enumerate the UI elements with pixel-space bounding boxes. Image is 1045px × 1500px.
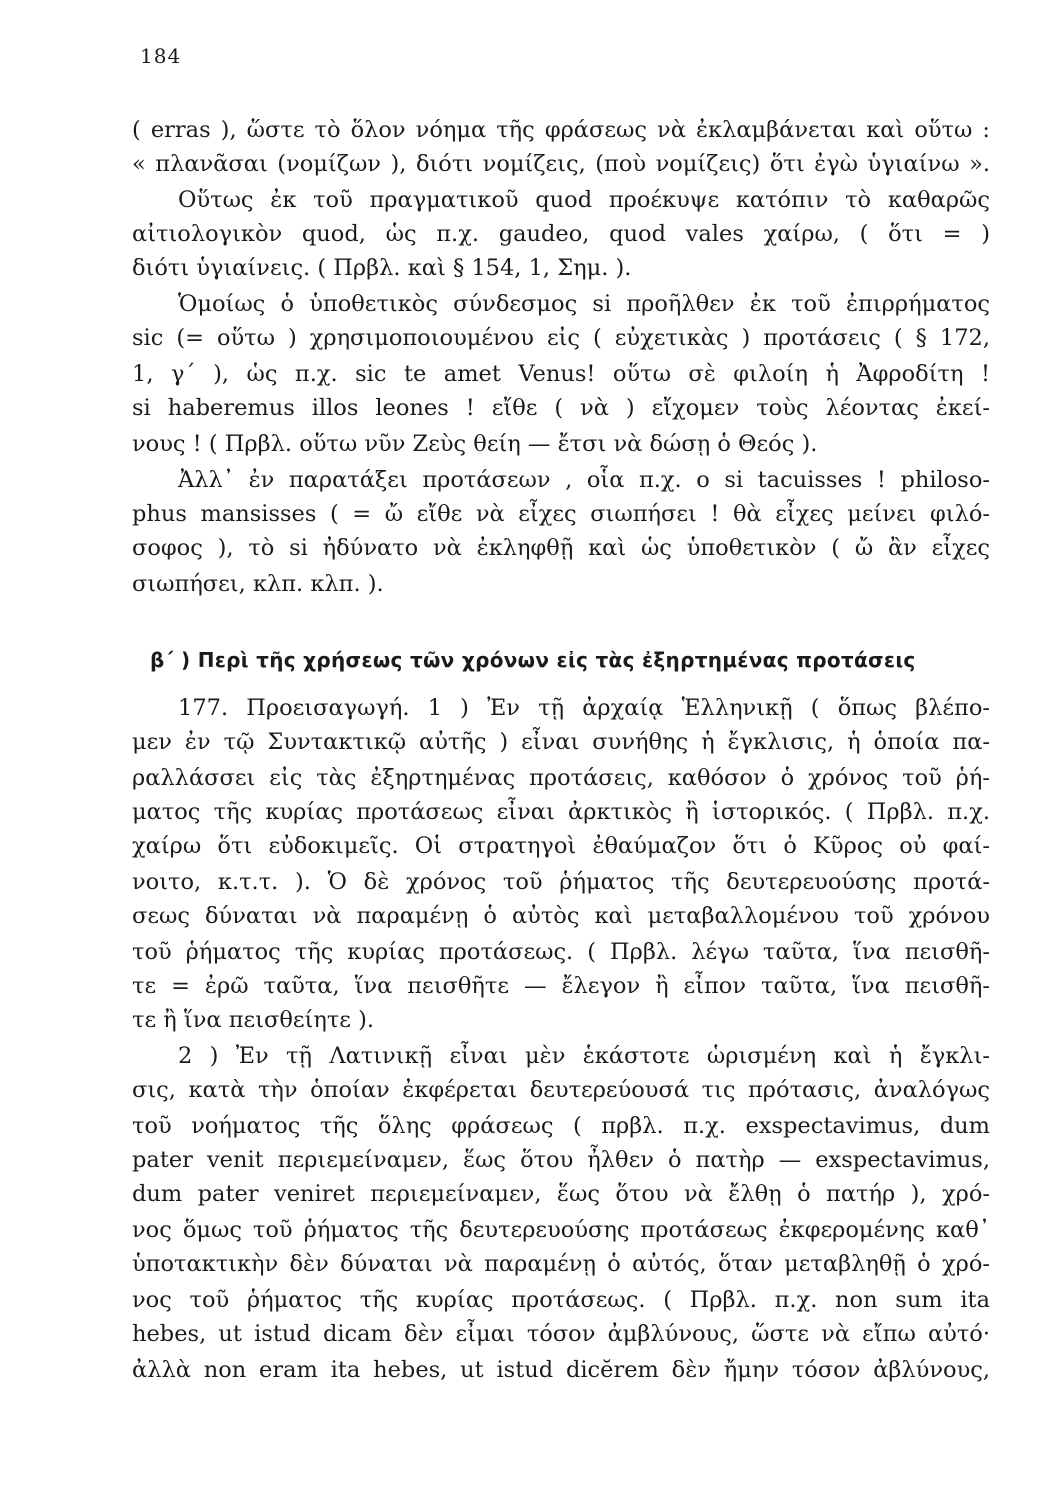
text-line: διότι ὑγιαίνεις. ( Πρβλ. καὶ § 154, 1, Σημ. ). [132, 255, 632, 281]
text-line: τε = ἐρῶ ταῦτα, ἵνα πεισθῆτε — ἔλεγον ἢ εἶπον ταῦτα, ἵνα πεισθῆ- [132, 973, 990, 999]
text-line: ματος τῆς κυρίας προτάσεως εἶναι ἀρκτικὸς ἢ ἱστορικός. ( Πρβλ. π.χ. [132, 799, 990, 825]
text-line: Ὁμοίως ὁ ὑποθετικὸς σύνδεσμος si προῆλθεν ἐκ τοῦ ἐπιρρήματος [178, 291, 990, 317]
text-line: σοφος ), τὸ si ἠδύνατο νὰ ἐκληφθῇ καὶ ὡς ὑποθετικὸν ( ὤ ἂν εἶχες [132, 535, 990, 561]
section-177-first-line: 177. Προεισαγωγή. 1 ) Ἐν τῇ ἀρχαίᾳ Ἑλληνικῇ ( ὅπως βλέπο- [178, 695, 990, 721]
text-line: αἰτιολογικὸν quod, ὡς π.χ. gaudeo, quod vales χαίρω, ( ὅτι = ) [132, 221, 990, 247]
text-line: νος τοῦ ῥήματος τῆς κυρίας προτάσεως. ( Πρβλ. π.χ. non sum ita [132, 1287, 990, 1313]
text-line: σις, κατὰ τὴν ὁποίαν ἐκφέρεται δευτερεύουσά τις πρότασις, ἀναλόγως [132, 1077, 990, 1103]
text-line: Ἀλλ᾽ ἐν παρατάξει προτάσεων , οἷα π.χ. o si tacuisses ! philoso- [178, 467, 990, 493]
text-line: hebes, ut istud dicam δὲν εἶμαι τόσον ἀμβλύνους, ὥστε νὰ εἴπω αὐτό· [132, 1321, 990, 1347]
text-line: si haberemus illos leones ! εἴθε ( νὰ ) εἴχομεν τοὺς λέοντας ἐκεί- [132, 395, 990, 421]
text-line: ραλλάσσει εἰς τὰς ἐξηρτημένας προτάσεις, καθόσον ὁ χρόνος τοῦ ῥή- [132, 765, 990, 791]
text-line: ὑποτακτικὴν δὲν δύναται νὰ παραμένῃ ὁ αὐτός, ὅταν μεταβληθῇ ὁ χρό- [132, 1251, 990, 1277]
text-line: 2 ) Ἐν τῇ Λατινικῇ εἶναι μὲν ἑκάστοτε ὡρισμένη καὶ ἡ ἔγκλι- [178, 1043, 990, 1069]
text-line: Οὕτως ἐκ τοῦ πραγματικοῦ quod προέκυψε κατόπιν τὸ καθαρῶς [178, 187, 990, 213]
text-line: ( erras ), ὥστε τὸ ὅλον νόημα τῆς φράσεως νὰ ἐκλαμβάνεται καὶ οὕτω : [132, 117, 990, 143]
text-line: σεως δύναται νὰ παραμένῃ ὁ αὐτὸς καὶ μεταβαλλομένου τοῦ χρόνου [132, 903, 990, 929]
text-line: ἀλλὰ non eram ita hebes, ut istud dicĕrem δὲν ἤμην τόσον ἀβλύνους, [132, 1357, 990, 1383]
section-heading: β΄ ) Περὶ τῆς χρήσεως τῶν χρόνων εἰς τὰς ἐξηρτημένας προτάσεις [150, 648, 916, 672]
text-line: pater venit περιεμείναμεν, ἕως ὅτου ἦλθεν ὁ πατὴρ — exspectavimus, [132, 1147, 990, 1173]
page-number: 184 [140, 44, 182, 68]
text-line: χαίρω ὅτι εὐδοκιμεῖς. Οἱ στρατηγοὶ ἐθαύμαζον ὅτι ὁ Κῦρος οὐ φαί- [132, 833, 990, 859]
text-line: νοιτο, κ.τ.τ. ). Ὁ δὲ χρόνος τοῦ ῥήματος τῆς δευτερευούσης προτά- [132, 869, 990, 895]
text-line: sic (= οὕτω ) χρησιμοποιουμένου εἰς ( εὐχετικὰς ) προτάσεις ( § 172, [132, 325, 990, 351]
text-line: τοῦ ῥήματος τῆς κυρίας προτάσεως. ( Πρβλ. λέγω ταῦτα, ἵνα πεισθῆ- [132, 939, 990, 965]
text-line: 1, γ΄ ), ὡς π.χ. sic te amet Venus! οὕτω σὲ φιλοίη ἡ Ἀφροδίτη ! [132, 361, 990, 387]
text-line: τοῦ νοήματος τῆς ὅλης φράσεως ( πρβλ. π.χ. exspectavimus, dum [132, 1113, 990, 1139]
text-line: « πλανᾶσαι (νομίζων ), διότι νομίζεις, (ποὺ νομίζεις) ὅτι ἐγὼ ὑγιαίνω ». [132, 151, 990, 177]
text-line: σιωπήσει, κλπ. κλπ. ). [132, 571, 384, 597]
text-line: νους ! ( Πρβλ. οὕτω νῦν Ζεὺς θείη — ἔτσι νὰ δώσῃ ὁ Θεός ). [132, 431, 818, 457]
text-line: μεν ἐν τῷ Συντακτικῷ αὐτῆς ) εἶναι συνήθης ἡ ἔγκλισις, ἡ ὁποία πα- [132, 729, 990, 755]
text-line: dum pater veniret περιεμείναμεν, ἕως ὅτου νὰ ἔλθῃ ὁ πατήρ ), χρό- [132, 1181, 990, 1207]
text-line: νος ὅμως τοῦ ῥήματος τῆς δευτερευούσης προτάσεως ἐκφερομένης καθ᾽ [132, 1217, 990, 1243]
text-line: τε ἢ ἵνα πεισθείητε ). [132, 1007, 375, 1033]
text-line: phus mansisses ( = ὤ εἴθε νὰ εἶχες σιωπήσει ! θὰ εἶχες μείνει φιλό- [132, 501, 990, 527]
